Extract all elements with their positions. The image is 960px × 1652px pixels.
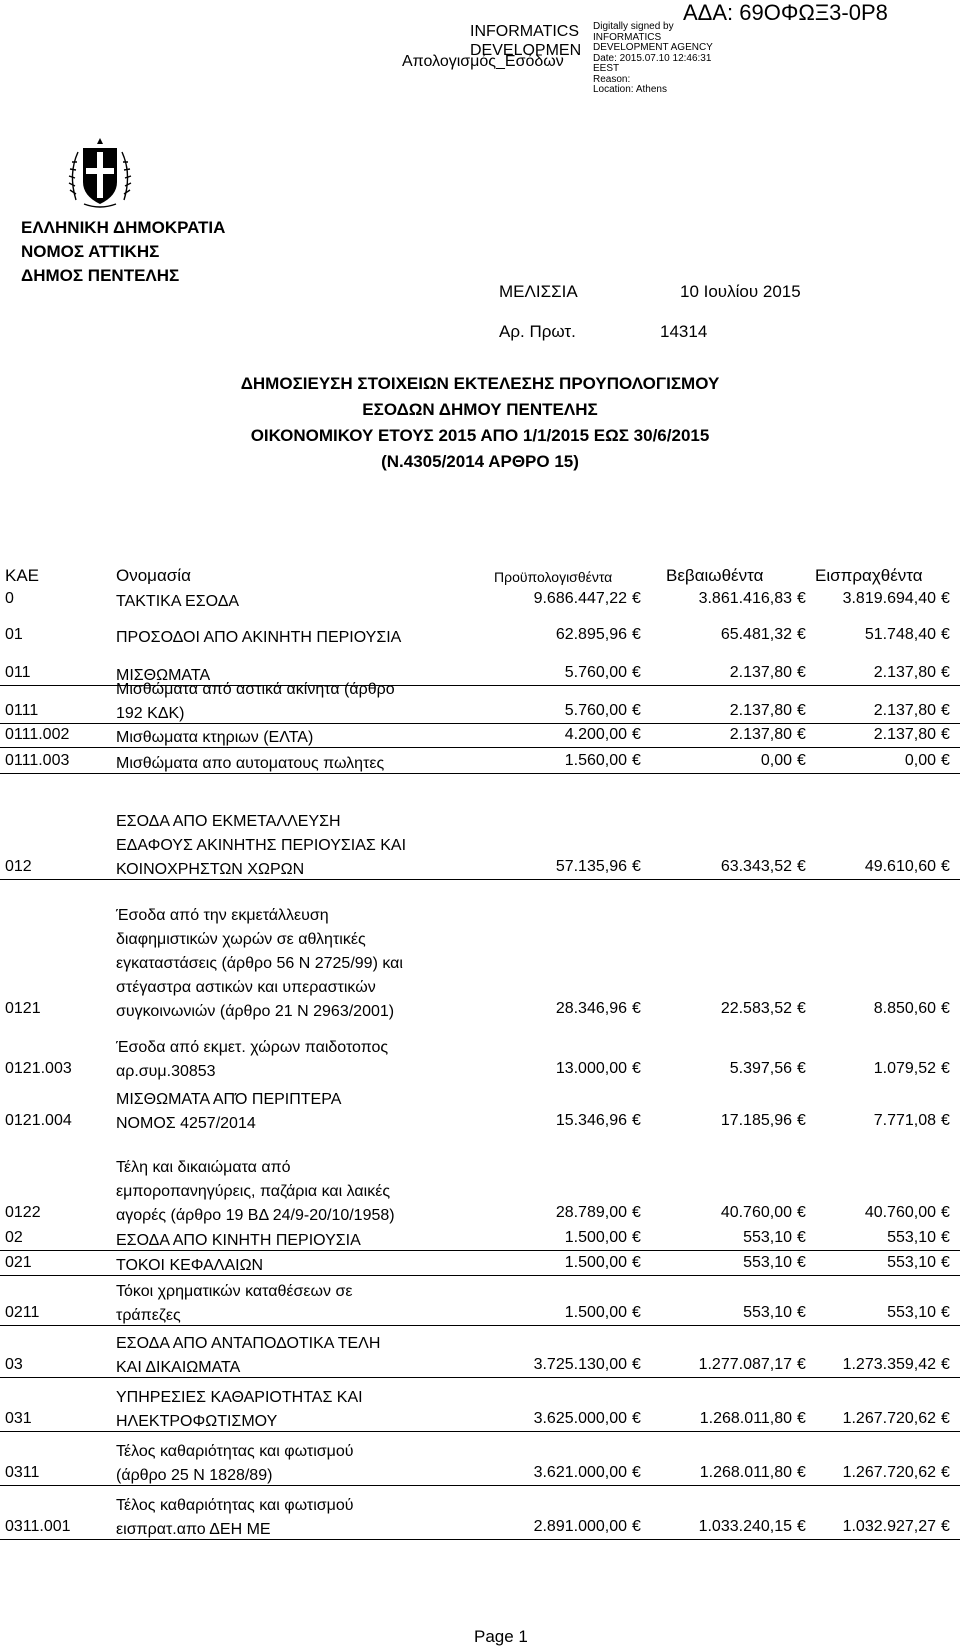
col-header-certified: Βεβαιωθέντα <box>666 566 764 585</box>
row-name-line: ΚΑΙ ΔΙΚΑΙΩΜΑΤΑ <box>116 1359 241 1376</box>
row-code: 01 <box>5 626 23 643</box>
row-name <box>116 1440 496 1488</box>
col-header-collected: Εισπραχθέντα <box>815 566 923 585</box>
row-certified: 63.343,52 <box>720 858 792 875</box>
euro-sign: € <box>941 1112 950 1129</box>
euro-sign: € <box>797 590 806 607</box>
row-code: 0121.004 <box>5 1112 72 1129</box>
row-name-line: 192 ΚΔΚ) <box>116 705 185 722</box>
row-budget: 15.346,96 <box>555 1112 627 1129</box>
euro-sign: € <box>632 858 641 875</box>
euro-sign: € <box>797 1464 806 1481</box>
euro-sign: € <box>797 1229 806 1246</box>
row-budget: 62.895,96 <box>555 626 627 643</box>
org-line-republic: ΕΛΛΗΝΙΚΗ ΔΗΜΟΚΡΑΤΙΑ <box>21 218 226 237</box>
euro-sign: € <box>941 1254 950 1271</box>
signature-line: Digitally signed by <box>593 21 674 32</box>
row-name-line: αρ.συμ.30853 <box>116 1063 216 1080</box>
row-collected: 1.267.720,62 <box>842 1464 936 1481</box>
euro-sign: € <box>632 1254 641 1271</box>
row-name-line: Τέλος καθαριότητας και φωτισμού <box>116 1497 354 1514</box>
row-budget: 5.760,00 <box>564 664 627 681</box>
org-line-municipality: ΔΗΜΟΣ ΠΕΝΤΕΛΗΣ <box>21 266 180 285</box>
row-code: 0121.003 <box>5 1060 72 1077</box>
row-name-line: Τόκοι χρηματικών καταθέσεων σε <box>116 1283 353 1300</box>
row-code: 031 <box>5 1410 32 1427</box>
euro-sign: € <box>797 626 806 643</box>
row-divider <box>0 723 960 724</box>
euro-sign: € <box>797 702 806 719</box>
signature-details <box>593 22 713 96</box>
row-name-line: τράπεζες <box>116 1307 181 1324</box>
row-name-line: εγκαταστάσεις (άρθρο 56 Ν 2725/99) και <box>116 955 403 972</box>
document-name-overlay: Απολογισμός_Εσόδων <box>402 53 564 70</box>
euro-sign: € <box>797 1518 806 1535</box>
row-name-line: Τέλη και δικαιώματα από <box>116 1159 291 1176</box>
euro-sign: € <box>632 1112 641 1129</box>
row-divider <box>0 879 960 880</box>
col-header-name: Ονομασία <box>116 566 191 585</box>
euro-sign: € <box>632 1204 641 1221</box>
row-name-line: ΕΔΑΦΟΥΣ ΑΚΙΝΗΤΗΣ ΠΕΡΙΟΥΣΙΑΣ ΚΑΙ <box>116 837 407 854</box>
euro-sign: € <box>632 1304 641 1321</box>
euro-sign: € <box>632 726 641 743</box>
signature-line: DEVELOPMENT AGENCY <box>593 42 713 53</box>
euro-sign: € <box>941 1204 950 1221</box>
row-budget: 3.725.130,00 <box>533 1356 627 1373</box>
euro-sign: € <box>941 1518 950 1535</box>
row-name-line: ΕΣΟΔΑ ΑΠΟ ΕΚΜΕΤΑΛΛΕΥΣΗ <box>116 813 341 830</box>
row-code: 0122 <box>5 1204 41 1221</box>
row-divider <box>0 1275 960 1276</box>
euro-sign: € <box>632 702 641 719</box>
euro-sign: € <box>941 1356 950 1373</box>
row-collected: 2.137,80 <box>873 664 936 681</box>
euro-sign: € <box>797 1112 806 1129</box>
row-budget: 1.500,00 <box>564 1229 627 1246</box>
row-collected: 2.137,80 <box>873 702 936 719</box>
euro-sign: € <box>941 590 950 607</box>
signature-line: Date: 2015.07.10 12:46:31 <box>593 52 712 64</box>
page-number: Page 1 <box>474 1627 528 1646</box>
euro-sign: € <box>797 1204 806 1221</box>
row-name-line: ΕΣΟΔΑ ΑΠΟ ΚΙΝΗΤΗ ΠΕΡΙΟΥΣΙΑ <box>116 1232 361 1249</box>
euro-sign: € <box>941 1000 950 1017</box>
row-code: 0111.002 <box>5 726 70 743</box>
euro-sign: € <box>632 752 641 769</box>
euro-sign: € <box>941 1229 950 1246</box>
row-certified: 1.268.011,80 <box>699 1464 792 1481</box>
row-name-line: ΤΟΚΟΙ ΚΕΦΑΛΑΙΩΝ <box>116 1257 264 1274</box>
row-code: 012 <box>5 858 32 875</box>
row-name-line: Έσοδα από την εκμετάλλευση <box>116 907 329 924</box>
row-code: 0111 <box>5 702 39 719</box>
row-collected: 3.819.694,40 <box>842 590 936 607</box>
euro-sign: € <box>632 1410 641 1427</box>
row-name <box>116 1156 496 1228</box>
row-name-line: συγκοινωνιών (άρθρο 21 Ν 2963/2001) <box>116 1003 395 1020</box>
row-divider <box>0 1431 960 1432</box>
row-divider <box>0 1539 960 1540</box>
euro-sign: € <box>632 1229 641 1246</box>
row-name <box>116 904 496 1024</box>
euro-sign: € <box>797 1060 806 1077</box>
row-collected: 553,10 <box>887 1304 936 1321</box>
row-name-line: Μισθωματα κτηριων (ΕΛΤΑ) <box>116 729 314 746</box>
euro-sign: € <box>941 664 950 681</box>
euro-sign: € <box>632 1518 641 1535</box>
row-code: 0311.001 <box>5 1518 71 1535</box>
row-budget: 1.560,00 <box>564 752 627 769</box>
row-certified: 65.481,32 <box>720 626 792 643</box>
row-divider <box>0 1485 960 1486</box>
row-name-line: εισπρατ.απο ΔΕΗ ΜΕ <box>116 1521 271 1538</box>
euro-sign: € <box>941 1060 950 1077</box>
row-name-line: ΜΙΣΘΩΜΑΤΑ <box>116 667 211 684</box>
row-certified: 1.277.087,17 <box>698 1356 792 1373</box>
row-budget: 28.346,96 <box>555 1000 627 1017</box>
row-certified: 1.033.240,15 <box>698 1518 792 1535</box>
row-collected: 49.610,60 <box>864 858 936 875</box>
row-name-line: Μισθώματα από αστικά ακίνητα (άρθρο <box>116 681 395 698</box>
row-certified: 0,00 <box>760 752 792 769</box>
euro-sign: € <box>632 1356 641 1373</box>
col-header-code: ΚΑΕ <box>5 566 40 585</box>
doc-title-line3: ΟΙΚΟΝΟΜΙΚΟΥ ΕΤΟΥΣ 2015 ΑΠΟ 1/1/2015 ΕΩΣ 30/6/2015 <box>250 426 710 445</box>
row-name-line: ΥΠΗΡΕΣΙΕΣ ΚΑΘΑΡΙΟΤΗΤΑΣ ΚΑΙ <box>116 1389 363 1406</box>
row-name-line: ΠΡΟΣΟΔΟΙ ΑΠΟ ΑΚΙΝΗΤΗ ΠΕΡΙΟΥΣΙΑ <box>116 629 402 646</box>
euro-sign: € <box>941 702 950 719</box>
euro-sign: € <box>632 664 641 681</box>
org-line-prefecture: ΝΟΜΟΣ ΑΤΤΙΚΗΣ <box>21 242 160 261</box>
row-collected: 1.032.927,27 <box>842 1518 936 1535</box>
row-name <box>116 590 496 614</box>
row-name <box>116 626 496 650</box>
greek-coat-of-arms-emblem <box>66 138 134 210</box>
row-certified: 5.397,56 <box>729 1060 792 1077</box>
date: 10 Ιουλίου 2015 <box>680 282 801 301</box>
euro-sign: € <box>941 1304 950 1321</box>
doc-title-line4: (Ν.4305/2014 ΑΡΘΡΟ 15) <box>381 452 579 471</box>
signature-line: Reason: <box>593 73 631 85</box>
row-name <box>116 1088 496 1136</box>
row-certified: 553,10 <box>743 1229 792 1246</box>
row-name <box>116 1332 496 1380</box>
row-budget: 2.891.000,00 <box>533 1518 627 1535</box>
row-budget: 9.686.447,22 <box>533 590 627 607</box>
row-name-line: εμποροπανηγύρεις, παζάρια και λαικές <box>116 1183 391 1200</box>
row-name <box>116 810 496 882</box>
euro-sign: € <box>632 1464 641 1481</box>
row-budget: 57.135,96 <box>555 858 627 875</box>
row-certified: 17.185,96 <box>720 1112 792 1129</box>
row-name-line: ΤΑΚΤΙΚΑ ΕΣΟΔΑ <box>116 593 240 610</box>
row-code: 03 <box>5 1356 23 1373</box>
row-collected: 40.760,00 <box>864 1204 936 1221</box>
row-name-line: ΜΙΣΘΩΜΑΤΑ ΑΠΌ ΠΕΡΙΠΤΕΡΑ <box>116 1091 342 1108</box>
row-code: 0311 <box>5 1464 40 1481</box>
row-name-line: ΝΟΜΟΣ 4257/2014 <box>116 1115 256 1132</box>
row-name <box>116 1280 496 1328</box>
row-budget: 1.500,00 <box>564 1254 627 1271</box>
row-certified: 553,10 <box>743 1304 792 1321</box>
euro-sign: € <box>797 858 806 875</box>
euro-sign: € <box>797 664 806 681</box>
place: ΜΕΛΙΣΣΙΑ <box>499 282 578 301</box>
euro-sign: € <box>797 1410 806 1427</box>
row-divider <box>0 747 960 748</box>
row-collected: 51.748,40 <box>864 626 936 643</box>
euro-sign: € <box>941 1464 950 1481</box>
signer-line: INFORMATICS <box>470 23 580 40</box>
row-collected: 1.079,52 <box>873 1060 936 1077</box>
euro-sign: € <box>632 1060 641 1077</box>
row-name <box>116 678 496 726</box>
euro-sign: € <box>797 1000 806 1017</box>
signer-line: DEVELOPMEN <box>470 42 582 59</box>
row-certified: 2.137,80 <box>729 726 792 743</box>
euro-sign: € <box>941 752 950 769</box>
row-divider <box>0 1250 960 1251</box>
row-budget: 5.760,00 <box>564 702 627 719</box>
row-budget: 13.000,00 <box>555 1060 627 1077</box>
row-name-line: στέγαστρα αστικών και υπεραστικών <box>116 979 376 996</box>
row-name <box>116 1036 496 1084</box>
euro-sign: € <box>632 590 641 607</box>
signature-line: INFORMATICS <box>593 31 662 43</box>
euro-sign: € <box>632 1000 641 1017</box>
row-code: 02 <box>5 1229 23 1246</box>
row-name-line: ΚΟΙΝΟΧΡΗΣΤΩΝ ΧΩΡΩΝ <box>116 861 305 878</box>
row-collected: 7.771,08 <box>873 1112 936 1129</box>
row-code: 021 <box>5 1254 32 1271</box>
euro-sign: € <box>632 626 641 643</box>
row-collected: 2.137,80 <box>873 726 936 743</box>
doc-title-line1: ΔΗΜΟΣΙΕΥΣΗ ΣΤΟΙΧΕΙΩΝ ΕΚΤΕΛΕΣΗΣ ΠΡΟΥΠΟΛΟΓΙΣΜΟΥ <box>240 374 720 393</box>
row-code: 011 <box>5 664 31 681</box>
row-certified: 2.137,80 <box>729 702 792 719</box>
row-collected: 0,00 <box>904 752 936 769</box>
row-collected: 1.273.359,42 <box>842 1356 936 1373</box>
row-budget: 28.789,00 <box>555 1204 627 1221</box>
euro-sign: € <box>797 1254 806 1271</box>
euro-sign: € <box>941 626 950 643</box>
row-collected: 553,10 <box>887 1254 936 1271</box>
euro-sign: € <box>797 1356 806 1373</box>
row-name <box>116 1494 496 1542</box>
row-name-line: Έσοδα από εκμετ. χώρων παιδοτοπος <box>116 1039 389 1056</box>
euro-sign: € <box>797 726 806 743</box>
row-divider <box>0 1325 960 1326</box>
row-budget: 1.500,00 <box>564 1304 627 1321</box>
row-name-line: αγορές (άρθρο 19 ΒΔ 24/9-20/10/1958) <box>116 1207 395 1224</box>
row-budget: 4.200,00 <box>564 726 627 743</box>
row-collected: 553,10 <box>887 1229 936 1246</box>
protocol-label: Αρ. Πρωτ. <box>499 322 576 341</box>
row-name-line: Τέλος καθαριότητας και φωτισμού <box>116 1443 354 1460</box>
row-collected: 8.850,60 <box>873 1000 936 1017</box>
signature-line: Location: Athens <box>593 84 667 95</box>
row-certified: 40.760,00 <box>720 1204 792 1221</box>
euro-sign: € <box>797 752 806 769</box>
row-name-line: Μισθώματα απο αυτοματους πωλητες <box>116 755 385 772</box>
row-certified: 22.583,52 <box>720 1000 792 1017</box>
row-certified: 553,10 <box>743 1254 792 1271</box>
row-collected: 1.267.720,62 <box>842 1410 936 1427</box>
row-certified: 2.137,80 <box>729 664 792 681</box>
row-budget: 3.625.000,00 <box>533 1410 627 1427</box>
euro-sign: € <box>941 726 950 743</box>
doc-title-line2: ΕΣΟΔΩΝ ΔΗΜΟΥ ΠΕΝΤΕΛΗΣ <box>362 400 598 419</box>
row-code: 0111.003 <box>5 752 70 769</box>
row-certified: 1.268.011,80 <box>699 1410 792 1427</box>
row-divider <box>0 1377 960 1378</box>
row-code: 0121 <box>5 1000 41 1017</box>
euro-sign: € <box>797 1304 806 1321</box>
row-budget: 3.621.000,00 <box>533 1464 627 1481</box>
row-code: 0211 <box>5 1304 40 1321</box>
col-header-budget: Προϋπολογισθέντα <box>494 569 613 585</box>
row-name-line: (άρθρο 25 Ν 1828/89) <box>116 1467 273 1484</box>
signature-line: EEST <box>593 63 620 74</box>
row-name-line: ΕΣΟΔΑ ΑΠΟ ΑΝΤΑΠΟΔΟΤΙΚΑ ΤΕΛΗ <box>116 1335 381 1352</box>
protocol-number: 14314 <box>660 322 708 341</box>
row-name-line: ΗΛΕΚΤΡΟΦΩΤΙΣΜΟΥ <box>116 1413 278 1430</box>
euro-sign: € <box>941 1410 950 1427</box>
row-name <box>116 1386 496 1434</box>
row-divider <box>0 773 960 774</box>
row-code: 0 <box>5 590 14 607</box>
row-certified: 3.861.416,83 <box>698 590 792 607</box>
ada-code: ΑΔΑ: 69ΟΦΩΞ3-0Ρ8 <box>683 0 888 25</box>
row-name-line: διαφημιστικών χωρών σε αθλητικές <box>116 931 366 948</box>
euro-sign: € <box>941 858 950 875</box>
